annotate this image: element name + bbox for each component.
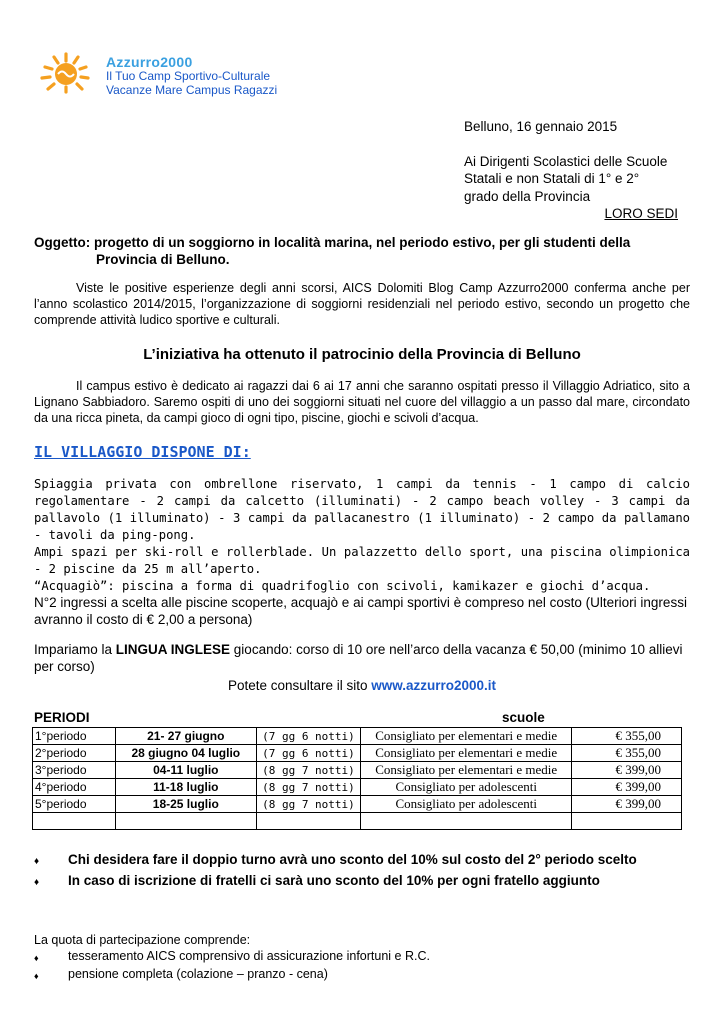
header-scuole: scuole	[502, 710, 545, 725]
inglese-bold: LINGUA INGLESE	[115, 642, 231, 657]
recipient-line: Statali e non Statali di 1° e 2°	[464, 171, 640, 186]
diamond-bullet-icon: ♦	[34, 953, 39, 963]
subject	[34, 234, 690, 268]
cell-periodo: 4°periodo	[33, 779, 116, 796]
inglese-pre: Impariamo la	[34, 642, 116, 657]
discount-text: In caso di iscrizione di fratelli ci sarà uno sconto del 10% per ogni fratello aggiunto	[68, 873, 600, 888]
inglese-paragraph	[34, 641, 690, 675]
address-block	[464, 118, 694, 223]
villaggio-text: “Acquagiò”: piscina a forma di quadrifoglio con scivoli, kamikazer e giochi d’acqua.	[34, 579, 651, 593]
cell-date: 21- 27 giugno	[115, 728, 256, 745]
cell-durata: (7 gg 6 notti)	[256, 728, 360, 745]
cell-scuole: Consigliato per adolescenti	[361, 796, 572, 813]
table-row	[33, 762, 682, 779]
recipient-line: Ai Dirigenti Scolastici delle Scuole	[464, 153, 668, 169]
cell-date: 18-25 luglio	[115, 796, 256, 813]
list-item	[34, 851, 694, 870]
campus-text: Il campus estivo è dedicato ai ragazzi dai 6 ai 17 anni che saranno ospitati presso il Villaggio Adriatico, sito a Lignano Sabbiadoro. Saremo ospiti di uno dei soggiorni situati nel cuore del villaggio a un passo dal mare, circondato da una ricca pineta, da campi gioco di ogni tipo, piscine, giochi e scivoli d’acqua.	[34, 379, 690, 425]
subject-line: Provincia di Belluno.	[96, 252, 230, 267]
quota-title: La quota di partecipazione comprende:	[34, 933, 251, 947]
quota-section	[34, 932, 694, 984]
cell-periodo: 1°periodo	[33, 728, 116, 745]
inglese-post: giocando: corso di 10 ore nell’arco della vacanza € 50,00 (minimo 10 allievi per corso)	[34, 642, 683, 674]
cell-prezzo: € 399,00	[572, 779, 682, 796]
cell-scuole: Consigliato per elementari e medie	[361, 762, 572, 779]
diamond-bullet-icon: ♦	[34, 856, 40, 867]
campus-paragraph	[34, 378, 690, 426]
list-item	[34, 872, 694, 891]
cell-scuole: Consigliato per elementari e medie	[361, 728, 572, 745]
intro-text: Viste le positive esperienze degli anni scorsi, AICS Dolomiti Blog Camp Azzurro2000 conferma anche per l’anno scolastico 2014/2015, l’organizzazione di soggiorni residenziali nel periodo estivo, secondo un progetto che comprende attività ludico sportive e culturali.	[34, 281, 690, 327]
letter-date: Belluno, 16 gennaio 2015	[464, 119, 618, 134]
cell-durata: (8 gg 7 notti)	[256, 779, 360, 796]
villaggio-description	[34, 476, 690, 595]
table-header	[34, 710, 694, 728]
cell-prezzo: € 399,00	[572, 796, 682, 813]
quota-item: tesseramento AICS comprensivo di assicurazione infortuni e R.C.	[68, 949, 430, 963]
cell-durata: (7 gg 6 notti)	[256, 745, 360, 762]
discount-text: Chi desidera fare il doppio turno avrà uno sconto del 10% sul costo del 2° periodo scelto	[68, 852, 637, 867]
cell-scuole: Consigliato per elementari e medie	[361, 745, 572, 762]
diamond-bullet-icon: ♦	[34, 877, 40, 888]
table-row	[33, 796, 682, 813]
table-row	[33, 745, 682, 762]
header-periodi: PERIODI	[34, 710, 90, 725]
cell-date: 04-11 luglio	[115, 762, 256, 779]
periods-table	[32, 727, 682, 830]
cell-empty	[361, 813, 572, 830]
cell-empty	[572, 813, 682, 830]
table-row-empty	[33, 813, 682, 830]
recipient-sedi: LORO SEDI	[604, 206, 678, 221]
discount-list	[34, 851, 694, 893]
table-row	[33, 779, 682, 796]
brand-tagline-2: Vacanze Mare Campus Ragazzi	[106, 82, 278, 97]
cell-prezzo: € 355,00	[572, 728, 682, 745]
diamond-bullet-icon: ♦	[34, 971, 39, 981]
cell-empty	[33, 813, 116, 830]
ingressi-paragraph: N°2 ingressi a scelta alle piscine scoperte, acquajò e ai campi sportivi è compreso nel costo (Ulteriori ingressi avranno il costo di € 2,00 a persona)	[34, 595, 687, 627]
website-link[interactable]: www.azzurro2000.it	[371, 678, 497, 693]
list-item	[34, 966, 694, 984]
quota-item: pensione completa (colazione – pranzo - cena)	[68, 967, 328, 981]
table-row	[33, 728, 682, 745]
patrocinio-heading: L’iniziativa ha ottenuto il patrocinio della Provincia di Belluno	[143, 346, 581, 363]
list-item	[34, 948, 694, 966]
cell-prezzo: € 355,00	[572, 745, 682, 762]
brand-name: Azzurro2000	[106, 54, 193, 70]
villaggio-text: Ampi spazi per ski-roll e rollerblade. Un palazzetto dello sport, una piscina olimpionica - 2 piscine da 25 m all’aperto.	[34, 545, 690, 576]
subject-line: Oggetto: progetto di un soggiorno in località marina, nel periodo estivo, per gli studenti della	[34, 235, 631, 250]
brand-tagline-1: Il Tuo Camp Sportivo-Culturale	[106, 69, 271, 84]
cell-durata: (8 gg 7 notti)	[256, 796, 360, 813]
villaggio-text: Spiaggia privata con ombrellone riservato, 1 campi da tennis - 1 campo di calcio regolamentare - 2 campi da calcetto (illuminati) - 2 campo beach volley - 3 campi da pallavolo (1 illuminato) - 3 campi da pallacanestro (1 illuminato) - 2 campo da pallamano - tavoli da ping-pong.	[34, 477, 690, 542]
cell-prezzo: € 399,00	[572, 762, 682, 779]
cell-scuole: Consigliato per adolescenti	[361, 779, 572, 796]
intro-paragraph	[34, 280, 690, 328]
cell-periodo: 2°periodo	[33, 745, 116, 762]
cell-date: 11-18 luglio	[115, 779, 256, 796]
cell-empty	[256, 813, 360, 830]
cell-empty	[115, 813, 256, 830]
sito-line	[34, 677, 690, 694]
recipient-line: grado della Provincia	[464, 188, 591, 204]
brand-block	[106, 54, 277, 98]
cell-date: 28 giugno 04 luglio	[115, 745, 256, 762]
cell-durata: (8 gg 7 notti)	[256, 762, 360, 779]
sun-logo-icon	[36, 50, 100, 96]
cell-periodo: 3°periodo	[33, 762, 116, 779]
cell-periodo: 5°periodo	[33, 796, 116, 813]
sito-pre: Potete consultare il sito	[227, 678, 372, 693]
villaggio-heading: IL VILLAGGIO DISPONE DI:	[34, 443, 251, 461]
